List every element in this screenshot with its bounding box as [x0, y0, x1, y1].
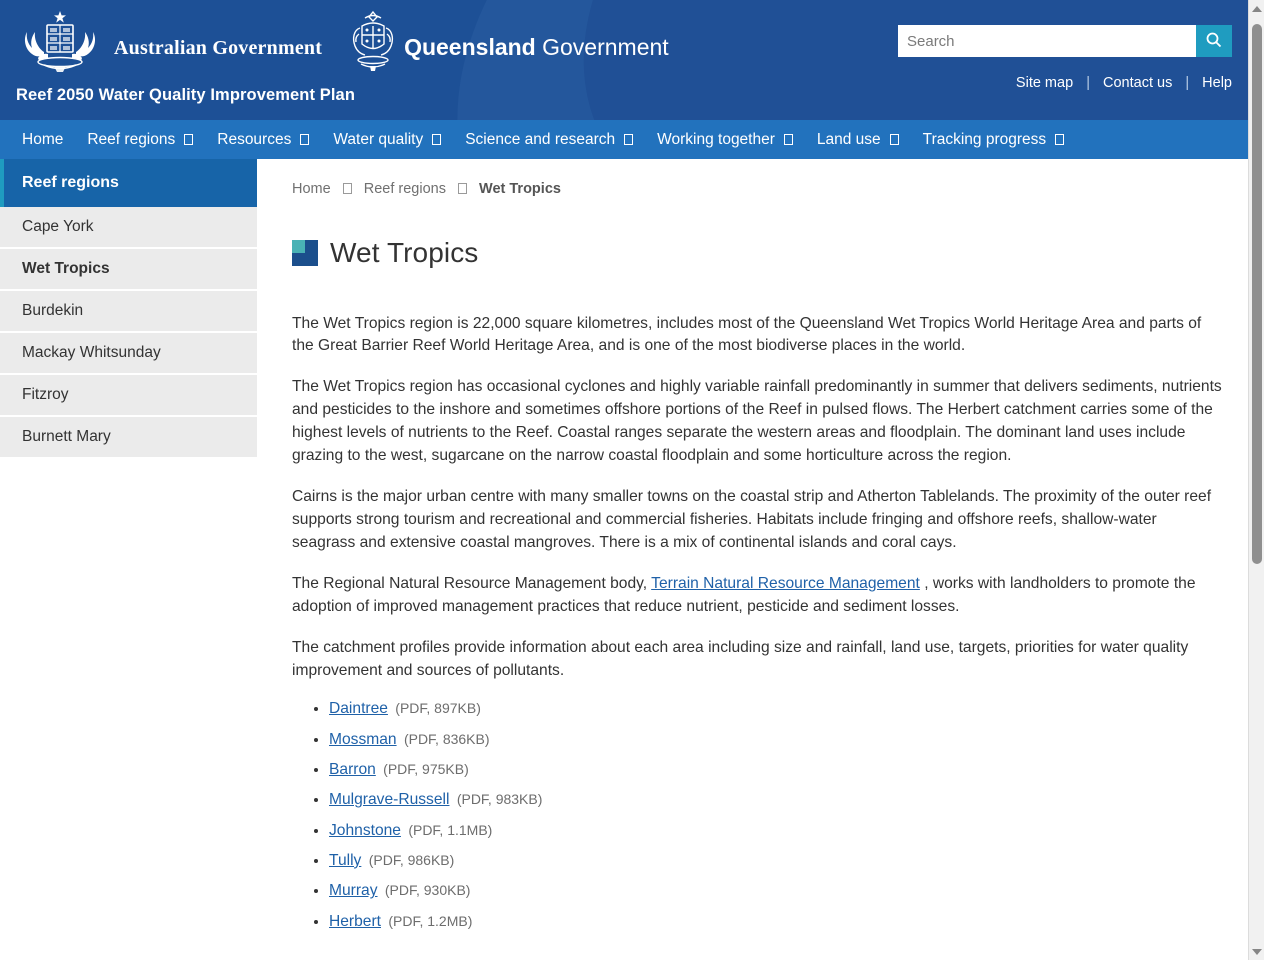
- breadcrumb: [292, 159, 1224, 197]
- scroll-up-arrow-icon[interactable]: [1249, 0, 1264, 17]
- list-item: [329, 911, 1224, 933]
- breadcrumb-item-wet-tropics: Wet Tropics: [479, 181, 561, 197]
- queensland-government-wordmark: Queensland Government: [404, 33, 669, 60]
- breadcrumb-item-reef-regions[interactable]: Reef regions: [363, 181, 446, 197]
- nav-item-water-quality[interactable]: [321, 120, 453, 159]
- file-meta: (PDF, 897KB): [395, 700, 481, 717]
- nrm-text-before: The Regional Natural Resource Management body,: [292, 574, 648, 592]
- sidebar-item-wet-tropics[interactable]: Wet Tropics: [0, 249, 257, 291]
- chevron-down-icon: [890, 134, 899, 145]
- nav-item-label: Reef regions: [87, 131, 176, 148]
- search-input[interactable]: [898, 25, 1196, 57]
- chevron-down-icon: [624, 134, 633, 145]
- nav-item-label: Science and research: [465, 131, 616, 148]
- sidebar-item-burdekin[interactable]: Burdekin: [0, 291, 257, 333]
- nav-item-home[interactable]: [10, 120, 75, 159]
- utility-link-help[interactable]: Help: [1202, 75, 1232, 91]
- sidebar-item-cape-york[interactable]: Cape York: [0, 207, 257, 249]
- page-body: [0, 159, 1264, 941]
- list-item: [329, 729, 1224, 751]
- region-description-paragraph: The Wet Tropics region has occasional cyclones and highly variable rainfall predominantly in summer that delivers sediments, nutrients and pesticides to the inshore and sometimes offshore portions of the Reef in pulsed flows. The Herbert catchment carries some of the highest levels of nutrients to the Reef. Coastal ranges separate the western areas and floodplain. The dominant land uses include grazing to the west, sugarcane on the narrow coastal floodplain and some horticulture across the region.: [292, 378, 1222, 465]
- nrm-text-after: , works with landholders to promote the adoption of improved management practices that reduce nutrient, pesticide and sediment losses.: [292, 574, 1196, 615]
- file-meta: (PDF, 983KB): [456, 791, 543, 808]
- list-item: [329, 789, 1224, 811]
- nav-item-label: Home: [22, 131, 64, 148]
- breadcrumb-separator-icon: [343, 183, 352, 194]
- catchment-link-mossman[interactable]: Mossman: [329, 730, 397, 748]
- nav-item-label: Tracking progress: [922, 131, 1047, 148]
- list-item: [329, 698, 1224, 720]
- page-title-row: [292, 218, 1224, 288]
- file-meta: (PDF, 975KB): [383, 761, 469, 778]
- file-meta: (PDF, 986KB): [368, 851, 455, 868]
- utility-link-contact-us[interactable]: Contact us: [1103, 75, 1173, 91]
- intro-paragraph: The Wet Tropics region is 22,000 square kilometres, includes most of the Queensland Wet Tropics World Heritage Area and parts of the Great Barrier Reef World Heritage Area, and is one of the most biodiverse places in the world.: [292, 314, 1202, 355]
- australian-coat-of-arms-icon: [14, 8, 106, 74]
- main-content: [257, 159, 1264, 941]
- site-title: Reef 2050 Water Quality Improvement Plan: [16, 86, 356, 104]
- catchment-link-tully[interactable]: Tully: [329, 851, 362, 869]
- site-header: [0, 0, 1264, 120]
- utility-separator: |: [1185, 75, 1190, 91]
- australian-government-wordmark: Australian Government: [114, 36, 323, 59]
- file-meta: (PDF, 1.1MB): [408, 821, 493, 838]
- catchment-link-daintree[interactable]: Daintree: [329, 700, 388, 718]
- scroll-down-arrow-icon[interactable]: [1249, 943, 1264, 960]
- chevron-down-icon: [1055, 134, 1064, 145]
- nrm-body-paragraph: [292, 573, 1224, 619]
- terrain-nrm-link[interactable]: Terrain Natural Resource Management: [651, 574, 920, 592]
- search-button[interactable]: [1196, 25, 1232, 57]
- page-title: Wet Tropics: [330, 236, 479, 268]
- breadcrumb-item-home[interactable]: Home: [292, 181, 331, 197]
- file-meta: (PDF, 930KB): [384, 882, 471, 899]
- breadcrumb-separator-icon: [458, 183, 467, 194]
- nav-item-science-and-research[interactable]: [453, 120, 645, 159]
- nav-item-label: Resources: [217, 131, 292, 148]
- file-meta: (PDF, 836KB): [403, 730, 490, 747]
- catchment-profiles-paragraph: The catchment profiles provide information about each area including size and rainfall, land use, targets, priorities for water quality improvement and sources of pollutants.: [292, 638, 1189, 679]
- list-item: [329, 850, 1224, 872]
- nav-item-reef-regions[interactable]: [75, 120, 205, 159]
- government-branding: [14, 8, 669, 74]
- nav-item-label: Working together: [657, 131, 775, 148]
- scrollbar-thumb[interactable]: [1252, 24, 1262, 564]
- nav-item-working-together[interactable]: [645, 120, 805, 159]
- main-navigation: [0, 120, 1264, 159]
- queensland-coat-of-arms-icon: [348, 8, 398, 74]
- urban-centre-paragraph: Cairns is the major urban centre with many smaller towns on the coastal strip and Atherton Tablelands. The proximity of the outer reef supports strong tourism and recreational and commercial fisheries. Habitats include fringing and offshore reefs, shallow-water seagrass and extensive coastal mangroves. There is a mix of continental islands and coral cays.: [292, 488, 1212, 551]
- list-item: [329, 759, 1224, 781]
- search-form[interactable]: [898, 25, 1232, 57]
- utility-link-site-map[interactable]: Site map: [1015, 75, 1074, 91]
- file-meta: (PDF, 1.2MB): [388, 912, 473, 929]
- list-item: [329, 820, 1224, 842]
- chevron-down-icon: [300, 134, 309, 145]
- nav-item-resources[interactable]: [205, 120, 321, 159]
- catchment-link-murray[interactable]: Murray: [329, 882, 378, 900]
- utility-links: [1016, 75, 1232, 91]
- utility-separator: |: [1086, 75, 1090, 91]
- sidebar-item-burnett-mary[interactable]: Burnett Mary: [0, 417, 257, 459]
- vertical-scrollbar[interactable]: [1248, 0, 1264, 960]
- region-square-icon: [292, 240, 318, 266]
- catchment-link-herbert[interactable]: Herbert: [329, 912, 381, 930]
- nav-item-tracking-progress[interactable]: [911, 120, 1076, 159]
- catchment-link-barron[interactable]: Barron: [329, 761, 376, 779]
- chevron-down-icon: [784, 134, 793, 145]
- nav-item-label: Water quality: [333, 131, 424, 148]
- search-icon: [1205, 31, 1223, 49]
- catchment-link-johnstone[interactable]: Johnstone: [329, 821, 401, 839]
- catchment-link-mulgrave-russell[interactable]: Mulgrave-Russell: [329, 791, 450, 809]
- sidebar-heading: Reef regions: [0, 159, 257, 207]
- sidebar-navigation: [0, 159, 257, 459]
- sidebar-item-mackay-whitsunday[interactable]: Mackay Whitsunday: [0, 333, 257, 375]
- catchment-profiles-list: [292, 698, 1224, 932]
- nav-item-label: Land use: [816, 131, 881, 148]
- sidebar-item-fitzroy[interactable]: Fitzroy: [0, 375, 257, 417]
- nav-item-land-use[interactable]: [805, 120, 911, 159]
- list-item: [329, 880, 1224, 902]
- chevron-down-icon: [184, 134, 193, 145]
- chevron-down-icon: [432, 134, 441, 145]
